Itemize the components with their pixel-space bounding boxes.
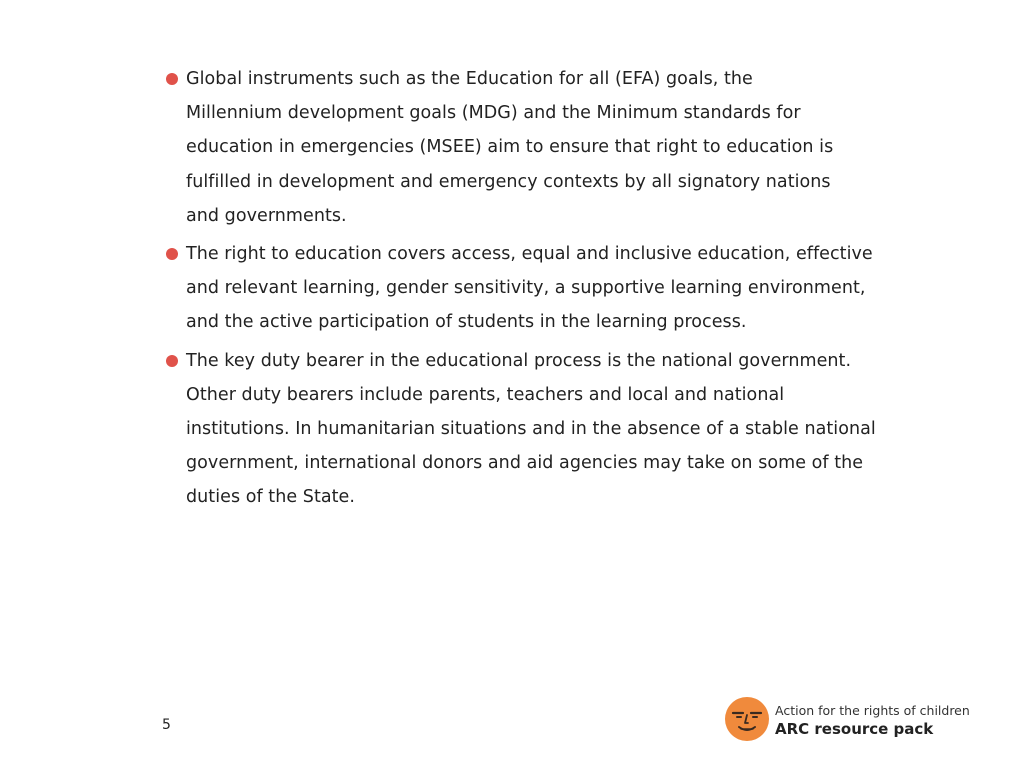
bullet-text-line: The right to education covers access, equal and inclusive education, effective [186,244,873,265]
bullet-text-line: and the active participation of students in the learning process. [186,312,747,333]
bullet-text-line: The key duty bearer in the educational process is the national government. [186,350,852,371]
bullet-text-line: Global instruments such as the Education for all (EFA) goals, the [186,69,753,89]
logo-title: ARC resource pack [775,720,934,738]
page-number: 5 [162,717,171,733]
bullet-item [166,62,986,233]
bullet-text-line: Millennium development goals (MDG) and the Minimum standards for [186,103,801,124]
arc-face-logo-icon [724,696,770,742]
logo-tagline: Action for the rights of children [775,703,970,718]
bullet-text-line: education in emergencies (MSEE) aim to ensure that right to education is [186,137,834,158]
bullet-dot-icon [166,73,178,85]
bullet-list [166,62,986,519]
bullet-dot-icon [166,355,178,367]
bullet-text-line: Other duty bearers include parents, teachers and local and national [186,384,785,405]
bullet-text-line: duties of the State. [186,487,355,508]
bullet-text-line: institutions. In humanitarian situations and in the absence of a stable national [186,419,876,440]
bullet-text-line: government, international donors and aid agencies may take on some of the [186,453,864,474]
bullet-dot-icon [166,248,178,260]
bullet-text-line: and relevant learning, gender sensitivity, a supportive learning environment, [186,278,866,299]
bullet-text-line: and governments. [186,205,347,226]
bullet-text-line: fulfilled in development and emergency contexts by all signatory nations [186,171,831,192]
bullet-item [166,237,986,340]
bullet-item [166,344,986,515]
arc-logo [724,696,974,744]
